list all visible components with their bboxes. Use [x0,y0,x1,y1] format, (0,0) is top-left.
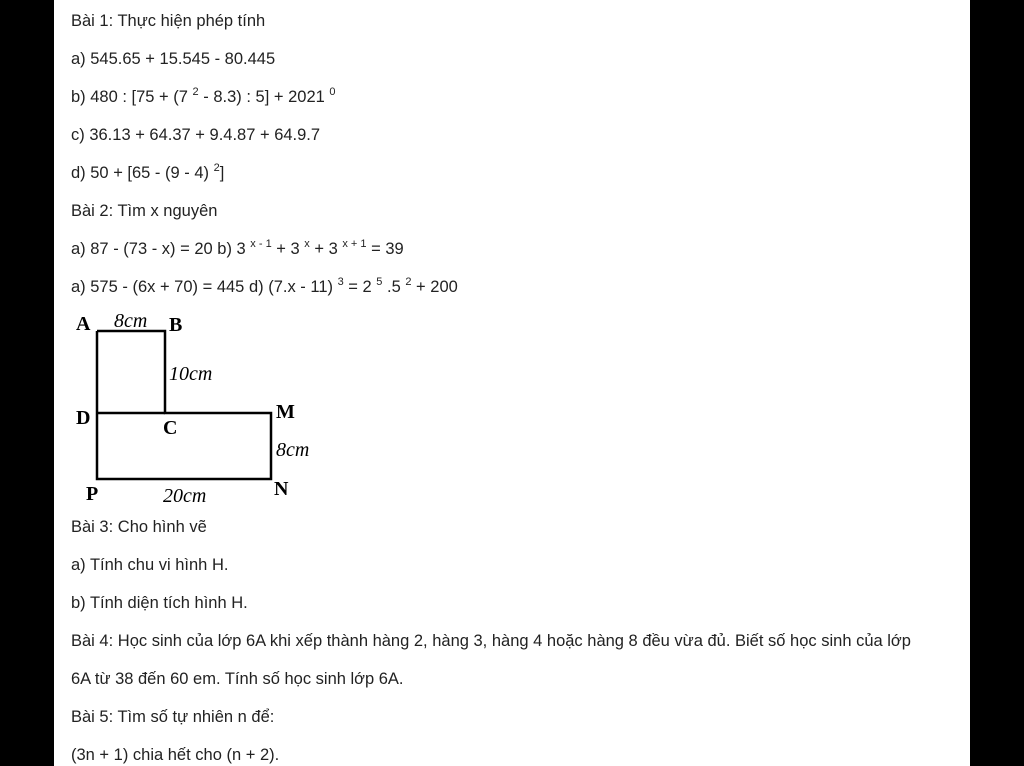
label-n: N [274,478,289,500]
label-b: B [169,314,183,336]
geometry-figure [74,308,334,513]
exercise-5-a: (3n + 1) chia hết cho (n + 2). [71,746,280,764]
exercise-1-a: a) 545.65 + 15.545 - 80.445 [71,50,276,68]
dim-mn: 8cm [276,439,310,461]
exercise-3-title: Bài 3: Cho hình vẽ [71,518,207,536]
figure-outline [97,331,271,479]
exercise-1-d: d) 50 + [65 - (9 - 4) $^2$] [71,162,225,182]
label-d: D [76,407,91,429]
exercise-3-b: b) Tính diện tích hình H. [71,594,248,612]
exercise-1-b: b) 480 : [75 + (7 $^2$ - 8.3) : 5] + 2021 $^0$ [71,86,336,106]
exercise-5-title: Bài 5: Tìm số tự nhiên n để: [71,708,275,726]
exercise-3-a: a) Tính chu vi hình H. [71,556,229,574]
dim-bc: 10cm [169,363,213,385]
label-a: A [76,313,91,335]
dim-pn: 20cm [163,485,207,507]
exercise-2-line-1: a) 87 - (73 - x) = 20 b) 3 $^{x - 1}$ + 3 $^x$ + 3 $^{x + 1}$ = 39 [71,238,404,258]
document-page [54,0,970,766]
dim-ab: 8cm [114,310,148,332]
label-p: P [86,483,99,505]
exercise-2-title: Bài 2: Tìm x nguyên [71,202,218,220]
label-m: M [276,401,295,423]
label-c: C [163,417,178,439]
exercise-4-line-1: Bài 4: Học sinh của lớp 6A khi xếp thành hàng 2, hàng 3, hàng 4 hoặc hàng 8 đều vừa đủ. Biết số học sinh của lớp [71,632,911,650]
exercise-1-c: c) 36.13 + 64.37 + 9.4.87 + 64.9.7 [71,126,321,144]
exercise-1-title: Bài 1: Thực hiện phép tính [71,12,266,30]
exercise-4-line-2: 6A từ 38 đến 60 em. Tính số học sinh lớp 6A. [71,670,404,688]
exercise-2-line-2: a) 575 - (6x + 70) = 445 d) (7.x - 11) $^3$ = 2 $^5$ .5 $^2$ + 200 [71,276,458,296]
